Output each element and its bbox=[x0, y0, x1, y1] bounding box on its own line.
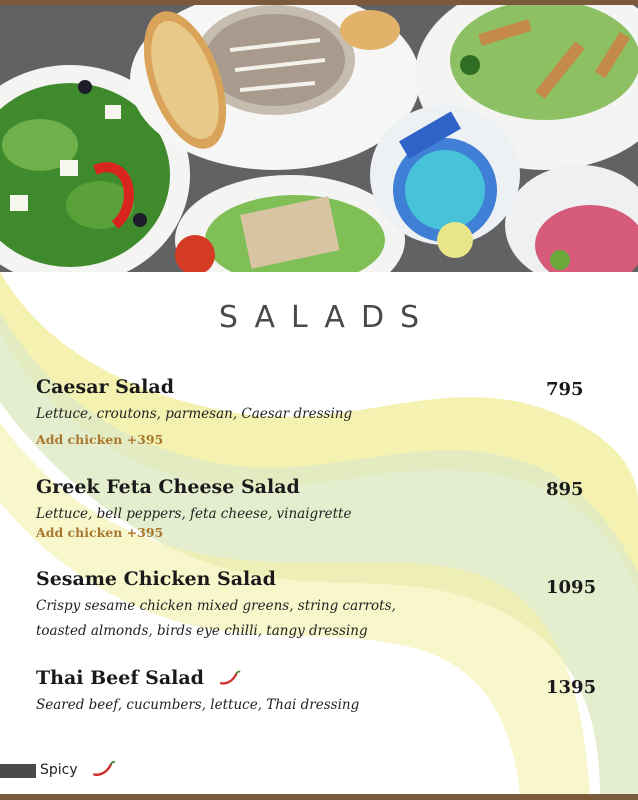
food-photo bbox=[0, 5, 638, 272]
menu-item-description: toasted almonds, birds eye chilli, tangy dressing bbox=[36, 623, 368, 639]
menu-item-description: Lettuce, croutons, parmesan, Caesar dressing bbox=[36, 406, 353, 422]
menu-item-description: Crispy sesame chicken mixed greens, string carrots, bbox=[36, 598, 396, 614]
menu-item-name: Thai Beef Salad bbox=[36, 667, 204, 689]
menu-item-description: Lettuce, bell peppers, feta cheese, vinaigrette bbox=[36, 506, 352, 522]
menu-item-name: Greek Feta Cheese Salad bbox=[36, 476, 300, 498]
menu-item-name: Caesar Salad bbox=[36, 376, 175, 398]
section-title: SALADS bbox=[218, 300, 436, 335]
menu-item-addon: Add chicken +395 bbox=[36, 525, 164, 540]
chili-icon bbox=[217, 670, 241, 688]
chili-icon bbox=[90, 760, 116, 780]
menu-item-addon: Add chicken +395 bbox=[36, 432, 164, 447]
menu-item-price: 795 bbox=[546, 379, 584, 400]
menu-item-price: 895 bbox=[546, 479, 584, 500]
bottom-border bbox=[0, 794, 638, 800]
menu-item-description: Seared beef, cucumbers, lettuce, Thai dressing bbox=[36, 697, 360, 713]
menu-item-price: 1395 bbox=[546, 677, 597, 698]
menu-item-name: Sesame Chicken Salad bbox=[36, 568, 276, 590]
menu-item-name-row bbox=[36, 667, 241, 689]
legend-bar bbox=[0, 764, 36, 778]
menu-item-price: 1095 bbox=[546, 577, 597, 598]
legend-label: Spicy bbox=[40, 762, 78, 778]
